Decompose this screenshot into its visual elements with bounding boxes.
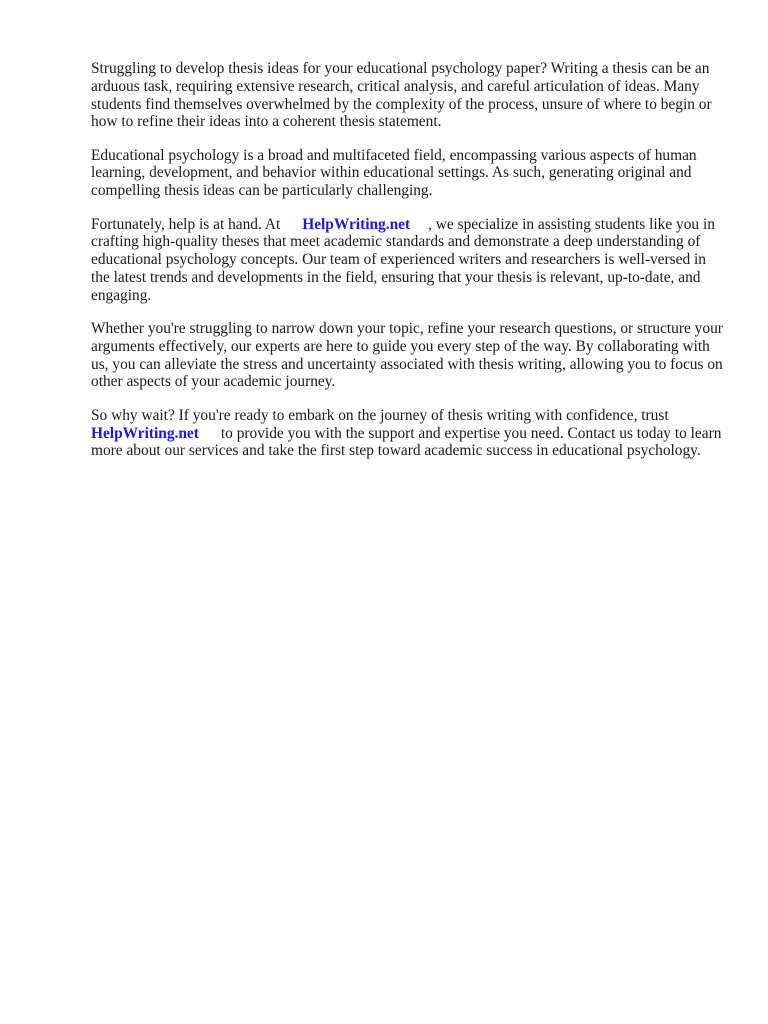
paragraph-call-to-action <box>91 407 723 460</box>
helpwriting-link-cta[interactable]: HelpWriting.net <box>91 424 199 442</box>
paragraph-cta-lead: So why wait? If you're ready to embark on the journey of thesis writing with confidence, trust <box>91 406 669 424</box>
paragraph-help-offer <box>91 216 723 305</box>
paragraph-field-overview: Educational psychology is a broad and multifaceted field, encompassing various aspects of human learning, development, and behavior within educational settings. As such, generating original and compelling thesis ideas can be particularly challenging. <box>91 146 697 200</box>
paragraph-help-offer-body: , we specialize in assisting students like you in crafting high-quality theses that meet academic standards and demonstrate a deep understanding of educational psychology concepts. Our team of experienced writers and researchers is well-versed in the latest trends and developments in the field, ensuring that your thesis is relevant, up-to-date, and engaging. <box>91 215 715 304</box>
helpwriting-link[interactable]: HelpWriting.net <box>302 215 411 233</box>
paragraph-cta-body: to provide you with the support and expertise you need. Contact us today to learn more about our services and take the first step toward academic success in educational psychology. <box>91 424 722 460</box>
paragraph-help-offer-lead: Fortunately, help is at hand. At <box>91 215 281 233</box>
paragraph-guidance: Whether you're struggling to narrow down your topic, refine your research questions, or structure your arguments effectively, our experts are here to guide you every step of the way. By collaborating with us, you can alleviate the stress and uncertainty associated with thesis writing, allowing you to focus on other aspects of your academic journey. <box>91 320 723 391</box>
paragraph-intro: Struggling to develop thesis ideas for your educational psychology paper? Writing a thesis can be an arduous task, requiring extensive research, critical analysis, and careful articulation of ideas. Many students find themselves overwhelmed by the complexity of the process, unsure of where to begin or how to refine their ideas into a coherent thesis statement. <box>91 60 712 131</box>
